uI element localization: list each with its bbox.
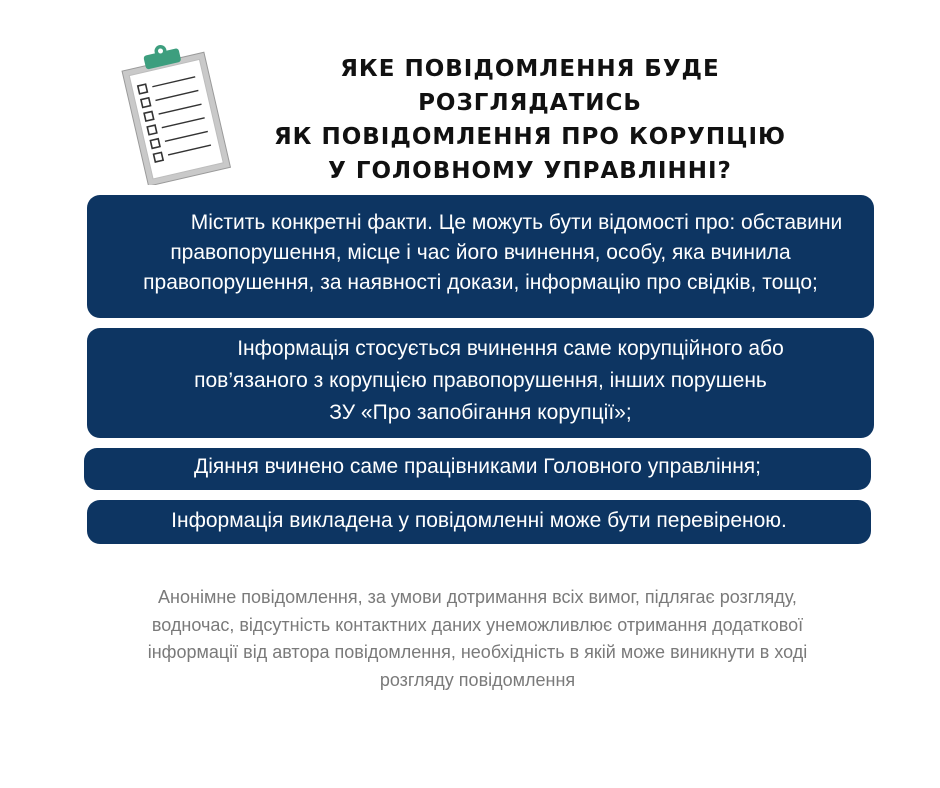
- anonymous-note: [90, 584, 865, 694]
- criterion-text-line: правопорушення, за наявності докази, інформацію про свідків, тощо;: [143, 271, 818, 294]
- criterion-box-corruption: [87, 328, 874, 438]
- criterion-text-line: правопорушення, місце і час його вчинення, особу, яка вчинила: [170, 241, 791, 264]
- criterion-text-line: Інформація викладена у повідомленні може бути перевіреною.: [171, 509, 787, 532]
- criterion-text-line: Містить конкретні факти. Це можуть бути відомості про: обставини: [190, 211, 843, 234]
- title-line: ЯКЕ ПОВІДОМЛЕННЯ БУДЕ РОЗГЛЯДАТИСЬ: [340, 56, 720, 116]
- clipboard-checklist-icon: [112, 40, 242, 185]
- page-title: [230, 52, 830, 188]
- criterion-box-employees: [84, 448, 871, 490]
- note-line: розгляду повідомлення: [379, 669, 576, 690]
- note-line: водночас, відсутність контактних даних унеможливлює отримання додаткової: [151, 614, 804, 635]
- criterion-text-line: ЗУ «Про запобігання корупції»;: [329, 401, 632, 424]
- note-line: інформації від автора повідомлення, необхідність в якій може виникнути в ході: [147, 642, 808, 662]
- criterion-box-verifiable: [87, 500, 871, 544]
- criterion-box-facts: [87, 195, 874, 318]
- title-line: У ГОЛОВНОМУ УПРАВЛІННІ?: [328, 158, 732, 184]
- criterion-text-line: Діяння вчинено саме працівниками Головного управління;: [193, 455, 762, 478]
- title-line: ЯК ПОВІДОМЛЕННЯ ПРО КОРУПЦІЮ: [273, 124, 787, 150]
- criterion-text-line: пов’язаного з корупцією правопорушення, інших порушень: [194, 369, 767, 392]
- note-line: Анонімне повідомлення, за умови дотримання всіх вимог, підлягає розгляду,: [158, 587, 797, 607]
- criterion-text-line: Інформація стосується вчинення саме корупційного або: [237, 337, 784, 360]
